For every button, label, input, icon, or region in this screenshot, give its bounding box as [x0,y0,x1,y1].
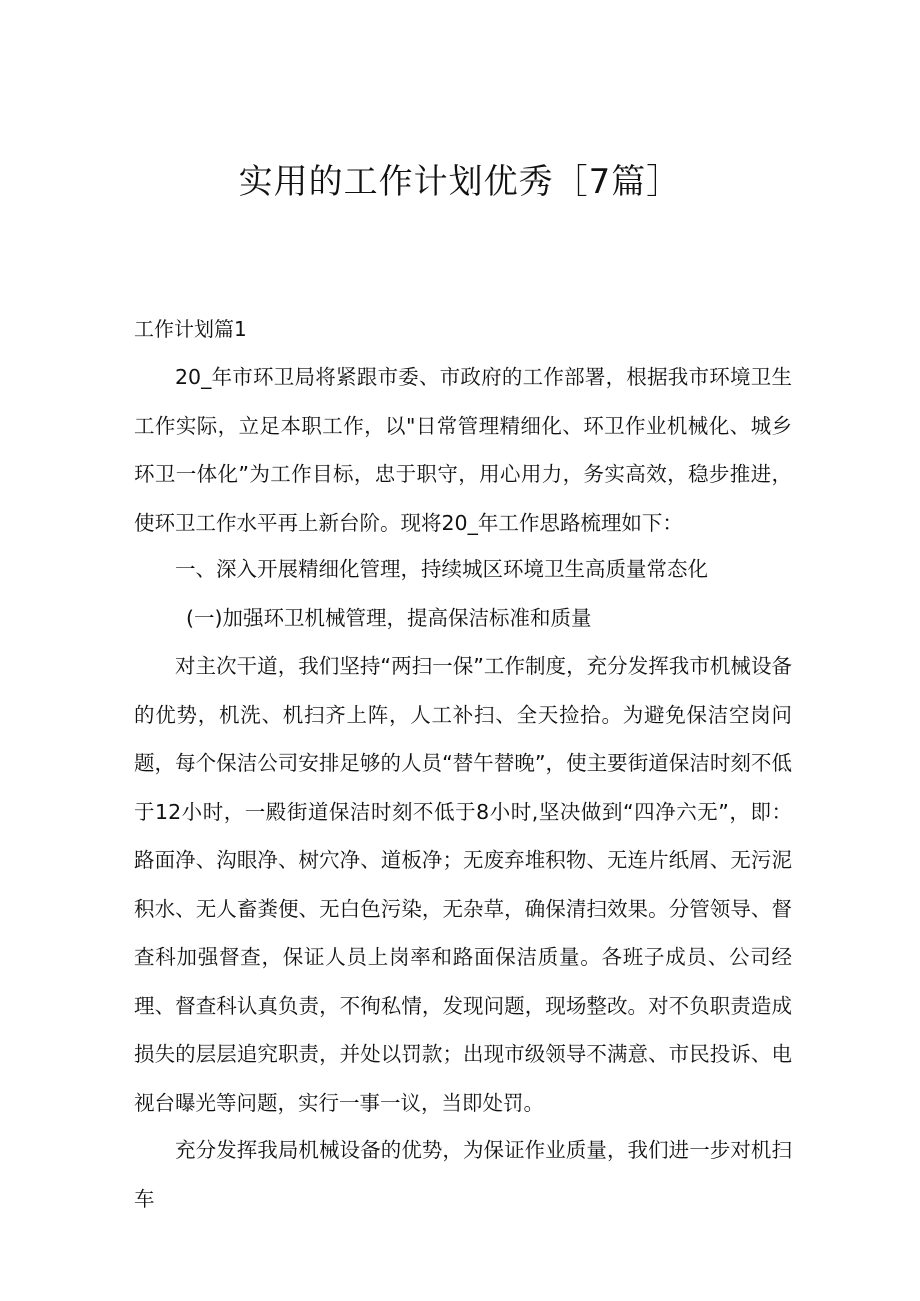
subsection-heading: (一)加强环卫机械管理，提高保洁标准和质量 [186,606,592,630]
document-title: 实用的工作计划优秀［7篇］ [238,162,682,202]
section-heading: 工作计划篇1 [134,317,247,341]
main-paragraph: 对主次干道，我们坚持“两扫一保”工作制度，充分发挥我市机械设备的优势，机洗、机扫齐上阵，人工补扫、全天捡拾。为避免保洁空岗问题，每个保洁公司安排足够的人员“替午替晚”，使主要街道保洁时刻不低于12小时，一殿街道保洁时刻不低于8小时,坚决做到“四净六无”，即：路面净、沟眼净、树穴净、道板净；无废弃堆积物、无连片纸屑、无污泥积水、无人畜粪便、无白色污染，无杂草，确保清扫效果。分管领导、督查科加强督查，保证人员上岗率和路面保洁质量。各班子成员、公司经理、督查科认真负责，不徇私情，发现问题，现场整改。对不负职责造成损失的层层追究职责，并处以罚款；出现市级领导不满意、市民投诉、电视台曝光等问题，实行一事一议，当即处罚。 [134,654,792,1115]
continued-paragraph: 充分发挥我局机械设备的优势，为保证作业质量，我们进一步对机扫车 [134,1138,792,1211]
chapter-heading: 一、深入开展精细化管理，持续城区环境卫生高质量常态化 [175,557,708,581]
intro-paragraph: 20_年市环卫局将紧跟市委、市政府的工作部署，根据我市环境卫生工作实际，立足本职工作，以"日常管理精细化、环卫作业机械化、城乡环卫一体化”为工作目标，忠于职守，用心用力，务实高效，稳步推进，使环卫工作水平再上新台阶。现将20_年工作思路梳理如下： [134,365,792,535]
